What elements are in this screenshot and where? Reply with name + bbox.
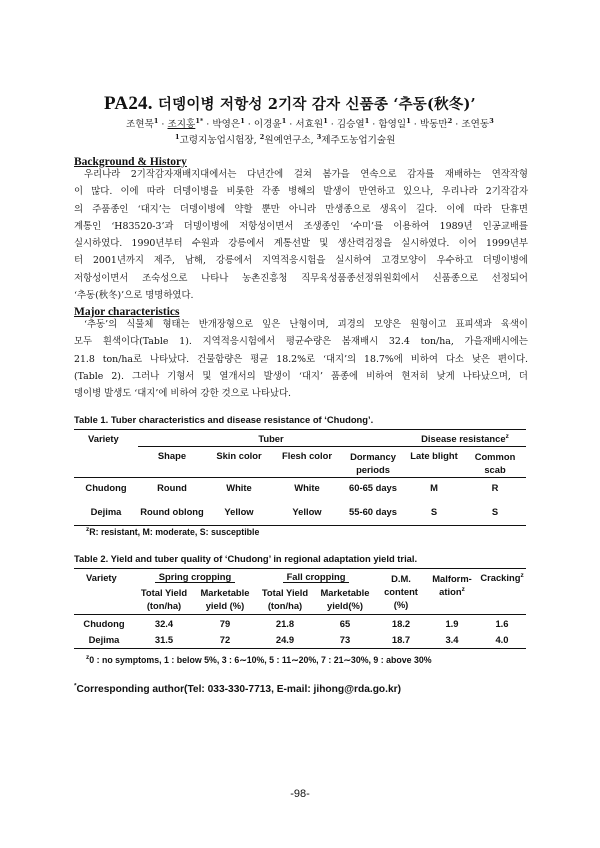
t1-cell-scab: S bbox=[491, 505, 499, 517]
t1-cell-skin: White bbox=[226, 482, 252, 494]
t1-cell-shape: Round bbox=[157, 482, 187, 494]
table1 bbox=[74, 429, 526, 526]
t2-header-market: Marketable yield (%) bbox=[200, 587, 250, 612]
paragraph-line: 우리나라 2기작감자재배지대에서는 다년간에 걸쳐 봄가을 연속으로 감자를 재배하는 연작작형 bbox=[84, 169, 528, 180]
t2-cell-crack: 4.0 bbox=[495, 634, 509, 646]
author-separator: · bbox=[327, 119, 337, 130]
page-number: -98- bbox=[290, 788, 310, 800]
t1-header-skin: Skin color bbox=[216, 450, 262, 461]
t2-header-spring: Spring cropping bbox=[155, 571, 235, 583]
t1-header-scab: Common scab bbox=[474, 451, 516, 475]
author-affiliation-mark: 1 bbox=[153, 116, 159, 125]
t1-cell-blight: S bbox=[430, 505, 438, 517]
t2-cell-fall-market: 65 bbox=[339, 617, 351, 629]
t1-cell-shape: Round oblong bbox=[140, 505, 204, 517]
background-heading: Background & History bbox=[74, 156, 187, 168]
t1-header-variety: Variety bbox=[88, 433, 119, 444]
author-separator: · bbox=[244, 119, 254, 130]
paragraph-line: 저항성이면서 조숙성으로 나타나 농촌진흥청 직무육성품종선정위원회에서 신품종으로 선정되어 bbox=[74, 272, 528, 284]
t2-cell-spring-market: 72 bbox=[219, 634, 231, 646]
author-list bbox=[126, 116, 494, 130]
paragraph-line: 모두 흰색이다(Table 1). 지역적응시험에서 평균수량은 봄재배시 32.4 ton/ha, 가을재배시에는 bbox=[74, 336, 528, 348]
author-separator: · bbox=[452, 119, 462, 130]
table-row bbox=[74, 478, 526, 498]
t2-header-fall: Fall cropping bbox=[283, 571, 350, 583]
t1-cell-scab: R bbox=[491, 482, 499, 494]
paragraph-line: 실시하였다. 1990년부터 수원과 강릉에서 계통선발 및 생산력검정을 실시하였다. 이어 1999년부 bbox=[74, 238, 528, 250]
t1-cell-dormancy: 55-60 days bbox=[349, 505, 397, 517]
table2-caption: Table 2. Yield and tuber quality of ‘Chudong’ in regional adaptation yield trial. bbox=[74, 553, 418, 564]
t2-header-market2: Marketable yield(%) bbox=[320, 587, 370, 612]
affiliation-mark: 1 bbox=[175, 132, 180, 141]
t1-cell-variety: Chudong bbox=[85, 482, 127, 494]
affiliation-name: 고령지농업시험장, bbox=[179, 135, 260, 146]
t1-cell-flesh: Yellow bbox=[292, 505, 322, 517]
t1-cell-flesh: White bbox=[294, 482, 320, 494]
author-affiliation-mark: 2 bbox=[447, 116, 453, 125]
author-affiliation-mark: 3 bbox=[489, 116, 494, 125]
affiliation-mark: 3 bbox=[316, 132, 322, 141]
t1-cell-skin: Yellow bbox=[224, 505, 254, 517]
major-heading: Major characteristics bbox=[74, 306, 180, 318]
affiliation-mark: 2 bbox=[259, 132, 265, 141]
paragraph-line: ‘추동’의 식물체 형태는 반개장형으로 잎은 난형이며, 괴경의 모양은 원형이고 표피색과 육색이 bbox=[84, 319, 528, 330]
t2-cell-variety: Dejima bbox=[88, 634, 120, 646]
table-row bbox=[74, 615, 526, 632]
table1-caption: Table 1. Tuber characteristics and disease resistance of ‘Chudong’. bbox=[74, 414, 374, 425]
author-separator: · bbox=[158, 119, 168, 130]
t2-header-dm: D.M. content (%) bbox=[384, 573, 418, 610]
t2-cell-crack: 1.6 bbox=[495, 617, 509, 629]
author-name: 조지홍 bbox=[167, 119, 196, 130]
paragraph-line: 계통인 ‘H83520-3’과 더뎅이병에 저항성이면서 조생종인 ‘수미’를 이용하여 1989년 인공교배를 bbox=[74, 220, 528, 232]
t1-header-flesh: Flesh color bbox=[281, 450, 332, 461]
t1-header-blight: Late blight bbox=[410, 450, 458, 461]
t2-header-spring-cell bbox=[134, 569, 256, 585]
author-name: 박영은 bbox=[212, 119, 241, 130]
t1-header-dormancy: Dormancy periods bbox=[350, 451, 396, 475]
table2-footnote: $^z$0 : no symptoms, 1 : below 5%, 3 : 6∼10%, 5 : 11∼20%, 7 : 21∼30%, 9 : above 30% bbox=[86, 654, 432, 665]
author-separator: · bbox=[410, 119, 420, 130]
major-paragraph bbox=[74, 316, 528, 402]
author-name: 조연동 bbox=[461, 119, 490, 130]
table-row bbox=[74, 498, 526, 526]
t2-cell-spring-total: 32.4 bbox=[154, 617, 174, 629]
paper-title-text: 더뎅이병 저항성 2기작 감자 신품종 ‘추동(秋冬)’ bbox=[157, 96, 476, 113]
paragraph-line: 이 많다. 이에 따라 더뎅이병을 비롯한 각종 병해의 발생이 만연하고 있으나, 우리나라 2기작감자 bbox=[74, 186, 528, 198]
t2-header-crack: Cracking$^z$ bbox=[480, 571, 524, 583]
paragraph-line: 뎅이병 발생도 ‘대지’에 비하여 강한 것으로 나타났다. bbox=[74, 388, 292, 400]
author-affiliation-mark: 1 bbox=[406, 116, 411, 125]
t2-header-malform: Malform- ation$^z$ bbox=[432, 573, 472, 597]
table2 bbox=[74, 568, 526, 649]
author-name: 박동만 bbox=[419, 119, 448, 130]
author-separator: · bbox=[203, 119, 213, 130]
t2-header-variety: Variety bbox=[86, 572, 117, 583]
affiliation-list bbox=[175, 132, 395, 146]
t1-cell-blight: M bbox=[430, 482, 438, 494]
t2-header-total2: Total Yield (ton/ha) bbox=[261, 587, 309, 612]
paragraph-line: 21.8 ton/ha로 나타났다. 건물함량은 평균 18.2%로 ‘대지’의 18.7%에 비하여 다소 낮은 편이다. bbox=[74, 353, 528, 365]
author-separator: · bbox=[286, 119, 296, 130]
author-name: 김승열 bbox=[336, 119, 365, 130]
paper-title bbox=[104, 93, 564, 115]
author-affiliation-mark: 1 bbox=[281, 116, 287, 125]
paragraph-line: 터 2001년까지 제주, 남해, 강릉에서 지역적응시험을 실시하여 고경모양이 우수하고 더뎅이병에 bbox=[74, 255, 528, 267]
t1-cell-dormancy: 60-65 days bbox=[349, 482, 397, 494]
author-separator: · bbox=[369, 119, 379, 130]
t2-cell-fall-total: 21.8 bbox=[275, 617, 295, 629]
author-affiliation-mark: 1* bbox=[195, 116, 204, 125]
t1-cell-variety: Dejima bbox=[90, 505, 122, 517]
corresponding-author: *Corresponding author(Tel: 033-330-7713, E-mail: jihong@rda.go.kr) bbox=[74, 682, 402, 695]
affiliation-name: 원예연구소, bbox=[264, 135, 317, 146]
t2-cell-dm: 18.7 bbox=[391, 634, 411, 646]
t1-header-tuber: Tuber bbox=[138, 430, 404, 447]
affiliation-name: 제주도농업기술원 bbox=[321, 135, 396, 146]
author-affiliation-mark: 1 bbox=[323, 116, 328, 125]
paragraph-line: (Table 2). 그러나 기형서 및 열개서의 발생이 ‘대지’ 품종에 비하여 현저히 낮게 나타났으며, 더 bbox=[74, 370, 528, 382]
t2-cell-spring-total: 31.5 bbox=[154, 634, 174, 646]
author-affiliation-mark: 1 bbox=[240, 116, 245, 125]
t2-header-fall-cell bbox=[256, 569, 376, 585]
t2-cell-dm: 18.2 bbox=[391, 617, 411, 629]
author-name: 이경윤 bbox=[253, 119, 282, 130]
t2-cell-fall-market: 73 bbox=[339, 634, 351, 646]
author-name: 조현묵 bbox=[126, 119, 154, 130]
table-row bbox=[74, 632, 526, 649]
paragraph-line: ‘추동(秋冬)’으로 명명하였다. bbox=[74, 290, 194, 302]
table1-footnote: $^z$R: resistant, M: moderate, S: susceptible bbox=[86, 526, 260, 537]
t1-header-disease: Disease resistance$^z$ bbox=[404, 430, 526, 447]
t2-cell-malform: 3.4 bbox=[445, 634, 459, 646]
background-paragraph bbox=[74, 166, 528, 304]
paragraph-line: 의 주품종인 ‘대지’는 더뎅이병에 약할 뿐만 아니라 만생종으로 생육이 길다. 이에 따라 단휴면 bbox=[74, 203, 528, 215]
t2-cell-variety: Chudong bbox=[83, 617, 125, 629]
paper-code: PA24. bbox=[104, 93, 153, 114]
t2-cell-fall-total: 24.9 bbox=[275, 634, 295, 646]
t2-header-total: Total Yield (ton/ha) bbox=[140, 587, 188, 612]
t2-cell-malform: 1.9 bbox=[445, 617, 459, 629]
author-affiliation-mark: 1 bbox=[364, 116, 370, 125]
t1-header-shape: Shape bbox=[157, 450, 187, 461]
t2-cell-spring-market: 79 bbox=[219, 617, 231, 629]
author-name: 서효원 bbox=[295, 119, 324, 130]
author-name: 함영일 bbox=[378, 119, 407, 130]
